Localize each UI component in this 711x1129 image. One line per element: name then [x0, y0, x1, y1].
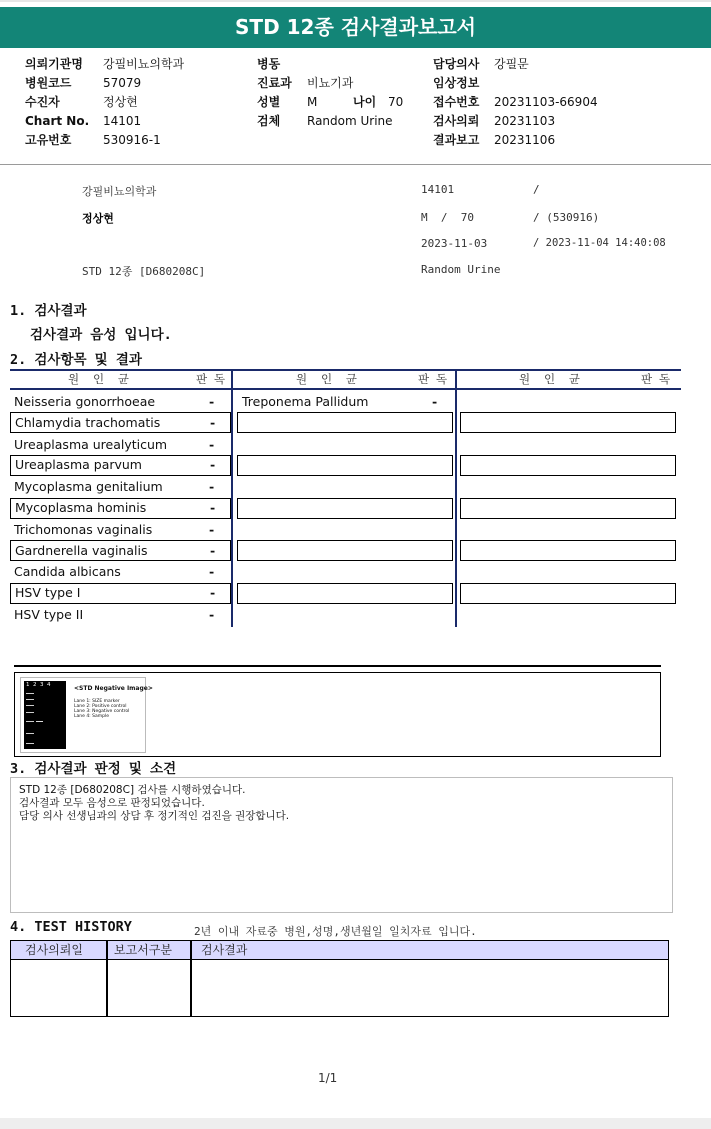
header-separator	[0, 164, 711, 165]
history-note: 2년 이내 자료중 병원,성명,생년월일 일치자료 입니다.	[194, 925, 477, 938]
label-unique-id: 고유번호	[25, 133, 72, 147]
summary-test: STD 12종 [D680208C]	[82, 265, 206, 278]
result-row	[10, 583, 231, 604]
history-col-report-type: 보고서구분	[114, 943, 172, 957]
result-row	[10, 455, 231, 476]
judge-header-3: 판 독	[641, 372, 671, 386]
organism-name: Chlamydia trachomatis	[15, 414, 161, 430]
empty-result-box	[237, 498, 453, 519]
empty-result-box	[460, 455, 676, 476]
organism-name: Gardnerella vaginalis	[15, 542, 148, 558]
label-department: 진료과	[257, 76, 292, 90]
organism-result: -	[209, 394, 215, 409]
result-row	[10, 391, 231, 412]
result-row	[10, 476, 231, 497]
column-divider-1	[231, 369, 233, 627]
gel-legend-lane-3: Lane 3: Negative control	[74, 709, 130, 714]
value-request-date: 20231103	[494, 114, 556, 128]
empty-result-box	[460, 540, 676, 561]
value-age: 70	[388, 95, 404, 109]
label-clinic: 의뢰기관명	[25, 57, 83, 71]
result-row	[10, 561, 231, 582]
summary-sex-age: M / 70	[421, 211, 474, 224]
section-1-result: 검사결과 음성 입니다.	[30, 327, 172, 343]
judge-header-1: 판 독	[196, 372, 226, 386]
result-row	[10, 434, 231, 455]
summary-chart: 14101	[421, 183, 455, 196]
label-ward: 병동	[257, 57, 281, 71]
organism-result: -	[210, 500, 216, 515]
label-request-date: 검사의뢰	[433, 114, 480, 128]
gel-lane-numbers: 1 2 3 4	[26, 682, 51, 688]
result-row	[10, 498, 231, 519]
report-title: STD 12종 검사결과보고서	[0, 7, 711, 48]
value-receipt-no: 20231103-66904	[494, 95, 598, 109]
organism-result: -	[209, 521, 215, 537]
organism-result: -	[210, 542, 216, 558]
organism-result: -	[209, 436, 215, 452]
empty-result-box	[460, 412, 676, 433]
history-col-result: 검사결과	[201, 943, 248, 957]
empty-result-box	[237, 412, 453, 433]
empty-result-box	[237, 540, 453, 561]
label-doctor: 담당의사	[433, 57, 480, 71]
info-column-3	[433, 55, 598, 150]
value-hospital-code: 57079	[103, 76, 142, 90]
summary-slash: /	[533, 183, 540, 196]
organism-name: Mycoplasma genitalium	[14, 479, 163, 495]
gel-legend-lane-2: Lane 2: Positive control	[74, 704, 127, 709]
summary-date-2: / 2023-11-04 14:40:08	[533, 237, 666, 249]
organism-name: Treponema Pallidum	[242, 394, 369, 409]
col-header-1: 원 인 균	[68, 372, 130, 386]
opinion-line-2: 검사결과 모두 음성으로 판정되었습니다.	[19, 797, 205, 809]
image-top-line	[14, 665, 661, 667]
bottom-bar	[0, 1118, 711, 1129]
value-report-date: 20231106	[494, 133, 556, 147]
value-department: 비뇨기과	[307, 76, 354, 90]
value-clinic: 강필비뇨의학과	[103, 57, 185, 71]
gel-legend-lane-4: Lane 4: Sample	[74, 714, 109, 719]
result-row-treponema	[238, 391, 450, 412]
summary-specimen: Random Urine	[421, 263, 501, 276]
label-chart-no: Chart No.	[25, 114, 90, 128]
organism-name: Trichomonas vaginalis	[14, 521, 153, 537]
result-row	[10, 412, 231, 433]
organism-result: -	[432, 394, 438, 409]
info-column-2	[257, 55, 403, 131]
section-2-title: 2. 검사항목 및 결과	[10, 352, 142, 368]
gel-title: <STD Negative Image>	[74, 685, 153, 692]
gel-image	[24, 681, 66, 749]
summary-date-1: 2023-11-03	[421, 237, 488, 250]
organism-name: HSV type I	[15, 585, 81, 601]
empty-result-box	[460, 498, 676, 519]
column-divider-2	[455, 369, 457, 627]
opinion-line-1: STD 12종 [D680208C] 검사를 시행하였습니다.	[19, 784, 246, 796]
organism-result: -	[209, 479, 215, 495]
result-row	[10, 519, 231, 540]
organism-result: -	[209, 607, 215, 622]
organism-result: -	[210, 457, 216, 473]
section-3-title: 3. 검사결과 판정 및 소견	[10, 761, 177, 777]
organism-result: -	[209, 564, 215, 580]
history-col-request-date: 검사의뢰일	[25, 943, 83, 957]
value-chart-no: 14101	[103, 114, 142, 128]
summary-name: 정상현	[82, 212, 114, 225]
value-specimen: Random Urine	[307, 114, 393, 128]
judge-header-2: 판 독	[418, 372, 448, 386]
page-number: 1/1	[318, 1071, 338, 1085]
label-clinical-info: 임상정보	[433, 76, 480, 90]
label-hospital-code: 병원코드	[25, 76, 72, 90]
section-4-title: 4. TEST HISTORY	[10, 919, 132, 935]
history-table	[10, 940, 669, 1017]
organism-name: Neisseria gonorrhoeae	[14, 394, 156, 409]
label-receipt-no: 접수번호	[433, 95, 480, 109]
grid-header-border	[10, 388, 681, 390]
value-doctor: 강필문	[494, 57, 529, 71]
history-table-header	[11, 941, 668, 960]
organism-result: -	[210, 585, 216, 601]
label-patient: 수진자	[25, 95, 60, 109]
gel-legend-lane-1: Lane 1: SIZE marker	[74, 699, 120, 704]
result-row	[10, 540, 231, 561]
label-specimen: 검체	[257, 114, 281, 128]
col-header-2: 원 인 균	[296, 372, 358, 386]
label-report-date: 결과보고	[433, 133, 480, 147]
result-row	[10, 604, 231, 625]
value-patient: 정상현	[103, 95, 138, 109]
section-1-title: 1. 검사결과	[10, 303, 87, 319]
organism-name: Ureaplasma parvum	[15, 457, 142, 473]
top-border	[0, 0, 711, 2]
opinion-line-3: 담당 의사 선생님과의 상담 후 정기적인 검진을 권장합니다.	[19, 810, 290, 822]
organism-name: Mycoplasma hominis	[15, 500, 147, 515]
empty-result-box	[237, 583, 453, 604]
organism-result: -	[210, 414, 216, 430]
label-sex: 성별	[257, 95, 281, 109]
opinion-box	[10, 777, 673, 913]
empty-result-box	[460, 583, 676, 604]
organism-name: Ureaplasma urealyticum	[14, 436, 168, 452]
organism-name: Candida albicans	[14, 564, 121, 580]
value-sex: M	[307, 95, 318, 109]
label-age: 나이	[353, 95, 377, 109]
value-unique-id: 530916-1	[103, 133, 161, 147]
info-column-1	[25, 55, 184, 150]
col-header-3: 원 인 균	[519, 372, 581, 386]
summary-clinic: 강필비뇨의학과	[82, 185, 157, 198]
organism-name: HSV type II	[14, 607, 84, 622]
gel-legend	[74, 699, 129, 719]
summary-id: / (530916)	[533, 211, 600, 224]
empty-result-box	[237, 455, 453, 476]
